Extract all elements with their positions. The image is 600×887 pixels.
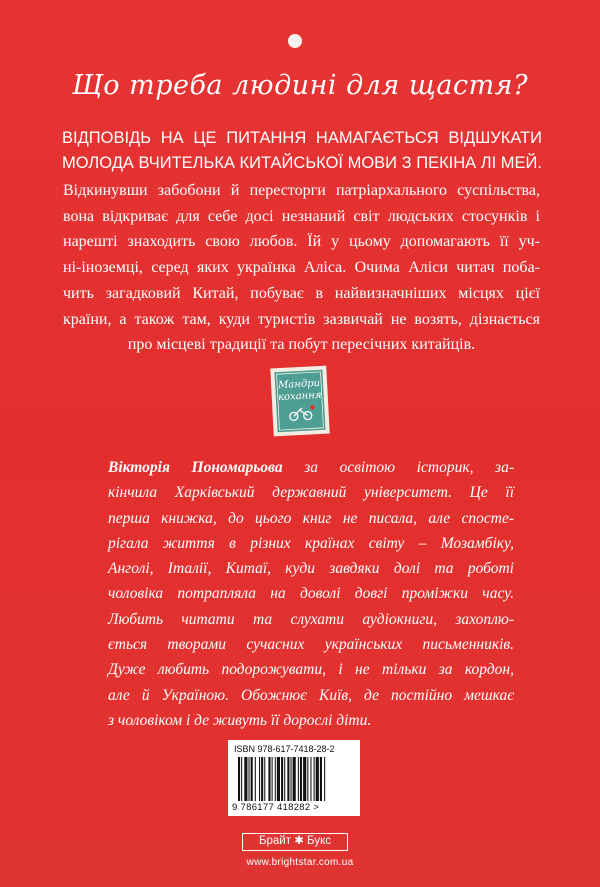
stamp-line2: кохання bbox=[277, 389, 322, 404]
bio-line: чоловіка потрапляла на доволі довгі проміжки часу. bbox=[108, 585, 514, 603]
intro-caps-text bbox=[62, 126, 542, 176]
isbn-text: ISBN 978-617-7418-28-2 bbox=[234, 744, 335, 754]
bio-line: рігала життя в різних країнах світу – Мозамбіку, bbox=[108, 534, 514, 552]
description-line: Відкинувши забобони й пересторги патріархального суспільства, bbox=[63, 182, 540, 199]
hang-hole bbox=[288, 34, 302, 48]
bio-line bbox=[108, 455, 514, 480]
barcode-digits: 9 786177 418282 > bbox=[232, 802, 320, 813]
intro-line: МОЛОДА ВЧИТЕЛЬКА КИТАЙСЬКОЇ МОВИ З ПЕКІНА ЛІ МЕЙ. bbox=[62, 154, 542, 172]
barcode-label bbox=[228, 740, 360, 816]
intro-line: ВІДПОВІДЬ НА ЦЕ ПИТАННЯ НАМАГАЄТЬСЯ ВІДШУКАТИ bbox=[62, 129, 542, 147]
bio-line: кінчила Харківський державний університет. Це її bbox=[108, 484, 514, 502]
cover-headline: Що треба людині для щастя? bbox=[71, 70, 529, 101]
bio-line: з чоловіком і де живуть її дорослі діти. bbox=[108, 711, 372, 729]
description-line: нарешті знаходить свою любов. Їй у цьому допомагають її уч- bbox=[63, 233, 540, 251]
bio-line: Любить читати та слухати аудіокниги, захоплю- bbox=[108, 610, 514, 628]
description-line: ні-іноземці, серед яких українка Аліса. Очима Аліси читач поба- bbox=[63, 259, 540, 277]
publisher-name-left: Брайт bbox=[258, 835, 291, 847]
description-line: країни, а також там, куди туристів зазвичай не возять, дізнається bbox=[63, 310, 540, 328]
series-stamp-icon bbox=[267, 362, 333, 439]
description-paragraph bbox=[63, 178, 540, 358]
publisher-url: www.brightstar.com.ua bbox=[246, 857, 354, 868]
bio-line: Дуже любить подорожувати, і не тільки за кордон, bbox=[108, 661, 514, 679]
stamp-line1: Мандри bbox=[277, 377, 321, 392]
bio-line: перша книжка, до цього книг не писала, але спосте- bbox=[108, 509, 514, 527]
bio-line: Анголі, Італії, Китаї, куди завдяки долі та роботі bbox=[108, 560, 514, 578]
bio-line: але й Україною. Обожнює Київ, де постійно мешкає bbox=[108, 686, 514, 704]
description-line: про місцеві традиції та побут пересічних китайців. bbox=[127, 336, 476, 354]
description-line: вона відкриває для себе досі незнаний світ людських стосунків і bbox=[63, 207, 540, 225]
bio-first-line-rest: за освітою історик, за- bbox=[282, 459, 514, 476]
author-name: Вікторія Пономарьова bbox=[108, 459, 283, 476]
publisher-logo bbox=[242, 833, 348, 851]
description-line: чить загадковий Китай, побуває в найвизначніших місцях цієї bbox=[63, 284, 540, 302]
star-icon: ✱ bbox=[294, 835, 304, 847]
author-bio bbox=[108, 455, 514, 733]
publisher-name-right: Букс bbox=[307, 835, 332, 847]
barcode-icon bbox=[238, 757, 350, 801]
bio-line: ється творами сучасних українських письменників. bbox=[108, 636, 514, 654]
